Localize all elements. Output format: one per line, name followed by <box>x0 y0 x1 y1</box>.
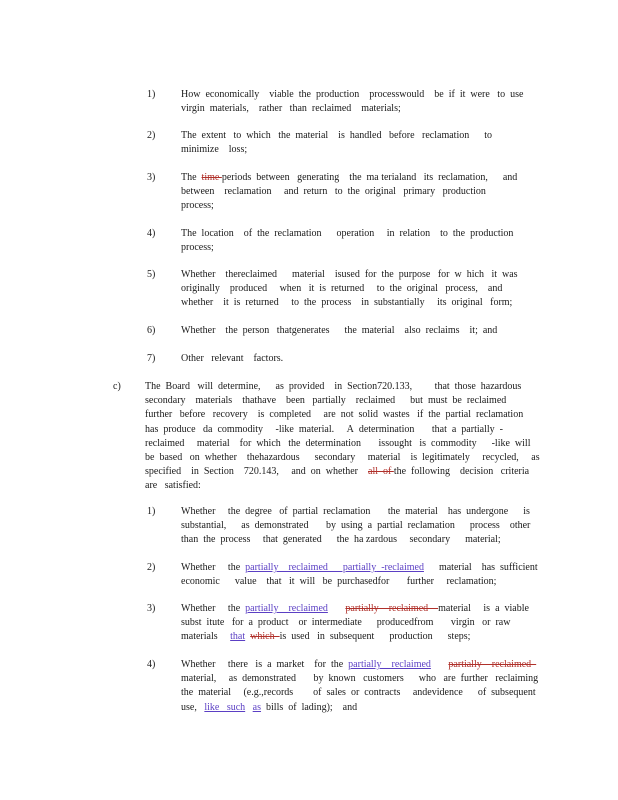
criteria-item-text <box>181 171 546 214</box>
text-run: material is a viable <box>438 603 529 614</box>
text-run: is used in subsequent production steps; <box>279 631 471 643</box>
text-run: than the process that generated the ha zardous secondary material; <box>181 534 501 546</box>
text-run: substantial, as demonstrated by using a partial reclamation process other <box>181 520 531 532</box>
text-line <box>181 616 546 630</box>
text-line <box>145 451 545 465</box>
criteria-item-number: 5) <box>147 269 156 280</box>
text-run: process; <box>181 200 214 212</box>
text-run: specified in Section 720.143, and on whether <box>145 466 369 478</box>
text-run <box>328 603 346 614</box>
decision-criteria-item-text <box>181 561 546 589</box>
text-run: minimize loss; <box>181 144 248 156</box>
text-line <box>181 199 546 213</box>
text-line <box>181 352 546 366</box>
text-run: Other relevant factors. <box>181 353 284 364</box>
text-run: secondary materials thathave been partially reclaimed but must be reclaimed <box>145 395 507 407</box>
decision-criteria-item-text <box>181 658 546 715</box>
text-run: the material (e.g.,records of sales or contracts andevidence of subsequent <box>181 687 536 699</box>
deleted-text: partially reclaimed <box>345 603 439 614</box>
text-run: has produce da commodity -like material. A determination that a partially - <box>145 423 503 435</box>
text-run: Whether thereclaimed material isused for the purpose for w hich it was <box>181 269 518 280</box>
criteria-item-number: 1) <box>147 89 156 100</box>
subsection-c-text <box>145 380 545 494</box>
text-run: originally produced when it is returned to the original process, and <box>181 283 503 295</box>
text-line <box>181 282 546 296</box>
text-run: are satisfied: <box>145 480 201 492</box>
text-run: Whether there is a market for the <box>181 659 349 670</box>
text-line <box>145 394 545 408</box>
text-line <box>181 143 546 157</box>
criteria-item-number: 7) <box>147 353 156 364</box>
text-run: The extent to which the material is handled before reclamation to <box>181 130 493 141</box>
text-line <box>145 465 545 479</box>
text-line <box>181 575 546 589</box>
text-run: between reclamation and return to the original primary production <box>181 186 486 198</box>
text-line <box>181 88 546 102</box>
deleted-text: which <box>250 631 280 643</box>
text-run: Whether the person thatgenerates the material also reclaims it; and <box>181 325 498 336</box>
text-run: the following decision criteria <box>393 466 530 478</box>
text-run: Whether the <box>181 562 246 573</box>
subsection-c-number: c) <box>113 381 121 392</box>
text-line <box>145 380 545 394</box>
criteria-item-text <box>181 88 546 116</box>
text-run: economic value that it will be purchasedfor further reclamation; <box>181 576 497 588</box>
text-run: materials <box>181 631 231 643</box>
inserted-text: partially reclaimed <box>348 659 431 670</box>
text-line <box>181 686 546 700</box>
text-line <box>181 171 546 185</box>
text-line <box>181 630 546 644</box>
text-line <box>181 102 546 116</box>
text-line <box>181 268 546 282</box>
criteria-item-text <box>181 352 546 366</box>
text-run: be based on whether thehazardous secondary material is legitimately recycled, as <box>145 452 540 464</box>
text-line <box>181 324 546 338</box>
text-line <box>181 185 546 199</box>
decision-criteria-item-number: 2) <box>147 562 156 573</box>
text-line <box>181 561 546 575</box>
criteria-item-text <box>181 129 546 157</box>
text-line <box>145 408 545 422</box>
decision-criteria-item-number: 3) <box>147 603 156 614</box>
criteria-item-text <box>181 268 546 311</box>
decision-criteria-item-number: 1) <box>147 506 156 517</box>
text-line <box>181 602 546 616</box>
text-line <box>181 519 546 533</box>
text-line <box>145 423 545 437</box>
text-run: whether it is returned to the process in substantially its original form; <box>181 297 513 309</box>
text-line <box>145 479 545 493</box>
text-run: bills of lading); and <box>261 701 358 713</box>
inserted-text: -reclaimed <box>376 562 424 573</box>
inserted-text: like such <box>204 701 246 713</box>
text-run <box>431 659 449 670</box>
decision-criteria-item-text <box>181 602 546 645</box>
text-run: virgin materials, rather than reclaimed materials; <box>181 103 401 115</box>
criteria-item-text <box>181 324 546 338</box>
text-line <box>181 129 546 143</box>
text-run: The <box>181 172 202 183</box>
text-run: Whether the degree of partial reclamation the material has undergone is <box>181 506 530 517</box>
text-run: further before recovery is completed are not solid wastes if the partial reclamation <box>145 409 524 421</box>
text-run: material has sufficient <box>423 562 538 573</box>
text-run: periods between generating the ma terialand its reclamation, and <box>221 172 518 183</box>
text-line <box>181 672 546 686</box>
text-line <box>145 437 545 451</box>
text-run: The location of the reclamation operation in relation to the production <box>181 228 514 239</box>
text-run: process; <box>181 242 214 254</box>
text-line <box>181 658 546 672</box>
text-run: Whether the <box>181 603 246 614</box>
criteria-item-number: 2) <box>147 130 156 141</box>
text-run: material, as demonstrated by known customers who are further reclaiming <box>181 673 539 685</box>
text-run: How economically viable the production processwould be if it were to use <box>181 89 524 100</box>
text-line <box>181 227 546 241</box>
deleted-text: partially reclaimed <box>448 659 537 670</box>
criteria-item-number: 6) <box>147 325 156 336</box>
text-line <box>181 505 546 519</box>
criteria-item-text <box>181 227 546 255</box>
inserted-text: partially reclaimed <box>245 603 328 614</box>
deleted-text: time <box>201 172 222 183</box>
text-run: The Board will determine, as provided in Section720.133, that those hazardous <box>145 381 522 392</box>
text-line <box>181 241 546 255</box>
decision-criteria-item-number: 4) <box>147 659 156 670</box>
inserted-text: as <box>252 701 262 713</box>
criteria-item-number: 3) <box>147 172 156 183</box>
inserted-text: partially reclaimed partially <box>245 562 377 573</box>
criteria-item-number: 4) <box>147 228 156 239</box>
deleted-text: all of <box>368 466 394 478</box>
text-run: use, <box>181 701 205 713</box>
inserted-text: that <box>230 631 246 643</box>
text-line <box>181 296 546 310</box>
text-run <box>245 702 253 713</box>
decision-criteria-item-text <box>181 505 546 548</box>
text-run: subst itute for a product or intermediate producedfrom virgin or raw <box>181 617 511 629</box>
text-run: reclaimed material for which the determination issought is commodity -like will <box>145 437 531 449</box>
text-line <box>181 701 546 715</box>
text-line <box>181 533 546 547</box>
